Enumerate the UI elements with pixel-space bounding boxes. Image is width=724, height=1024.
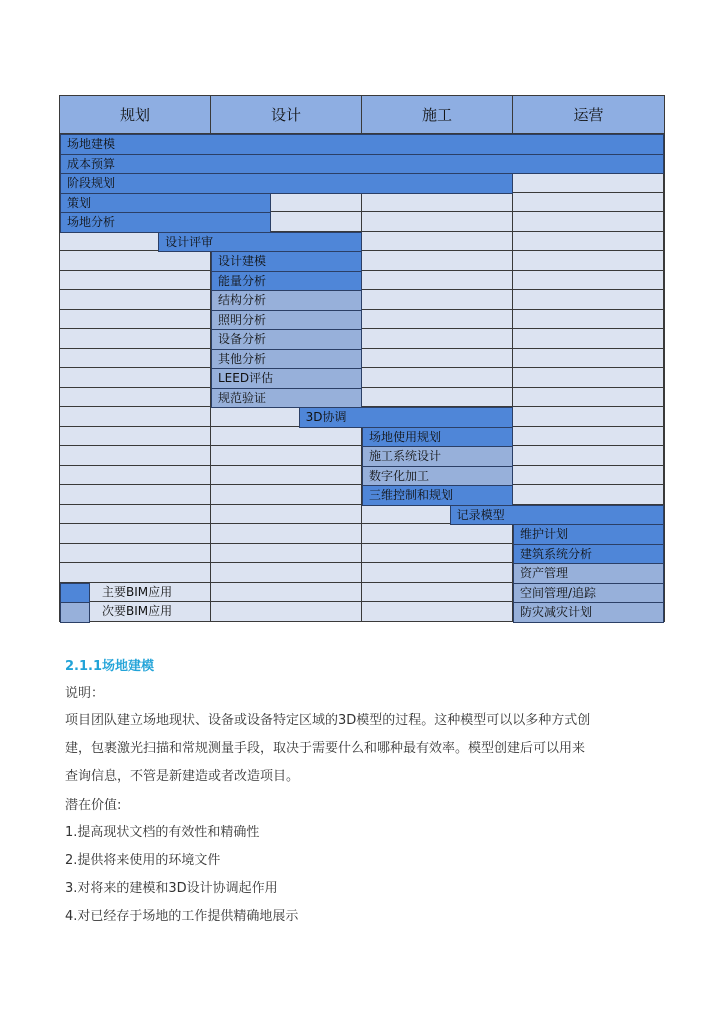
grid-cell [362,329,513,349]
phase-header-1: 设计 [211,96,362,134]
section-title: 2.1.1场地建模 [65,659,155,674]
grid-cell [60,290,211,310]
grid-cell [211,563,362,583]
task-bar: 施工系统设计 [362,446,513,467]
task-bar: 阶段规划 [60,173,513,194]
value-label: 潜在价值: [65,798,122,813]
grid-cell [513,193,664,213]
grid-cell [211,505,362,525]
grid-cell [211,466,362,486]
task-bar: 资产管理 [513,563,664,584]
legend-label: 主要BIM应用 [102,584,173,599]
grid-cell [60,466,211,486]
task-bar: 场地使用规划 [362,427,513,448]
grid-cell [513,212,664,232]
task-bar: 防灾减灾计划 [513,602,664,623]
task-bar: 数字化加工 [362,466,513,487]
grid-cell [513,407,664,427]
grid-cell [60,505,211,525]
task-bar: LEED评估 [211,368,362,389]
grid-cell [60,388,211,408]
grid-cell [60,251,211,271]
phase-header-3: 运营 [513,96,665,134]
task-bar: 建筑系统分析 [513,544,664,565]
grid-cell [60,485,211,505]
task-bar: 设计建模 [211,251,362,272]
task-bar: 设计评审 [158,232,362,253]
grid-cell [60,544,211,564]
task-bar: 其他分析 [211,349,362,370]
grid-cell [513,329,664,349]
grid-cell [513,427,664,447]
legend-swatch [60,583,90,604]
grid-cell [362,563,513,583]
legend-label: 次要BIM应用 [102,604,173,618]
grid-cell [513,368,664,388]
grid-cell [211,583,362,603]
grid-cell [60,524,211,544]
value-item-1: 1.提高现状文档的有效性和精确性 [65,825,260,840]
task-bar: 维护计划 [513,524,664,545]
task-bar: 照明分析 [211,310,362,331]
grid-cell [513,290,664,310]
grid-cell [211,544,362,564]
grid-cell [60,271,211,291]
grid-cell [60,310,211,330]
task-bar: 记录模型 [450,505,664,526]
grid-cell [513,271,664,291]
grid-cell [362,368,513,388]
task-bar: 结构分析 [211,290,362,311]
grid-cell [513,466,664,486]
task-bar: 场地建模 [60,134,664,155]
grid-cell [211,524,362,544]
grid-cell [362,232,513,252]
legend-swatch [60,602,90,623]
grid-cell [60,427,211,447]
grid-cell [513,446,664,466]
task-bar: 场地分析 [60,212,271,233]
description-line-1: 项目团队建立场地现状、设备或设备特定区域的3D模型的过程。这种模型可以以多种方式创 [65,713,591,728]
value-item-3: 3.对将来的建模和3D设计协调起作用 [65,881,278,896]
grid-cell [513,349,664,369]
task-bar: 空间管理/追踪 [513,583,664,604]
grid-cell [60,368,211,388]
grid-cell [60,446,211,466]
grid-cell [211,602,362,622]
grid-cell [362,212,513,232]
description-label: 说明： [65,686,105,701]
grid-cell [60,563,211,583]
grid-cell [513,485,664,505]
grid-cell [211,446,362,466]
grid-cell [513,173,664,193]
task-bar: 三维控制和规划 [362,485,513,506]
task-bar: 策划 [60,193,271,214]
grid-cell [362,290,513,310]
task-bar: 设备分析 [211,329,362,350]
grid-cell [513,310,664,330]
grid-cell [362,583,513,603]
task-bar: 规范验证 [211,388,362,409]
grid-cell [513,251,664,271]
grid-cell [362,193,513,213]
description-line-2: 建，包裹激光扫描和常规测量手段，取决于需要什么和哪种最有效率。模型创建后可以用来 [65,741,586,756]
grid-cell [60,407,211,427]
value-item-4: 4.对已经存于场地的工作提供精确地展示 [65,909,299,924]
grid-cell [211,427,362,447]
grid-cell [211,485,362,505]
description-line-3: 查询信息，不管是新建造或者改造项目。 [65,769,300,784]
grid-cell [362,388,513,408]
grid-cell [362,310,513,330]
task-bar: 能量分析 [211,271,362,292]
grid-cell [362,349,513,369]
phase-header-2: 施工 [362,96,513,134]
grid-cell [60,349,211,369]
grid-cell [362,602,513,622]
bim-application-chart [59,95,665,622]
task-bar: 3D协调 [299,407,513,428]
grid-cell [513,232,664,252]
grid-cell [513,388,664,408]
task-bar: 成本预算 [60,154,664,175]
grid-cell [362,544,513,564]
grid-cell [362,251,513,271]
grid-cell [362,524,513,544]
value-item-2: 2.提供将来使用的环境文件 [65,853,221,868]
phase-header-0: 规划 [60,96,211,134]
grid-cell [362,271,513,291]
grid-cell [60,329,211,349]
